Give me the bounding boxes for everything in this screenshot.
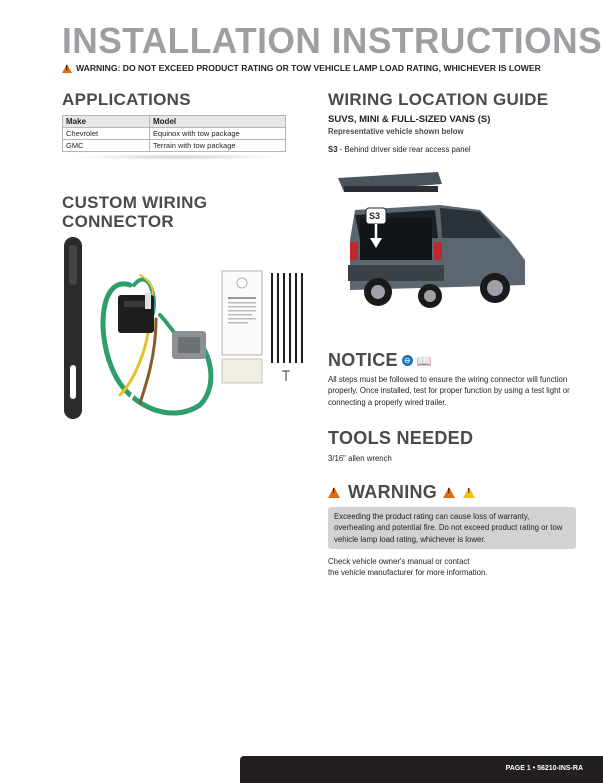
table-row [63,140,286,152]
suv-icon [338,172,525,308]
s3-callout-label: S3 [369,211,381,221]
table-row [63,128,286,140]
notice-heading: NOTICE [328,350,398,370]
vehicle-illustration [330,170,530,315]
table-shadow [72,154,282,160]
location-text: - Behind driver side rear access panel [337,145,471,154]
connector-heading-line1: CUSTOM WIRING [62,193,208,212]
flat-connector-icon [118,293,154,333]
warning-icon [328,487,340,498]
page-label: PAGE 1 • 56210-INS-RA [505,765,583,772]
applications-heading: APPLICATIONS [62,90,191,109]
check-manual-line2: the vehicle manufacturer for more information. [328,568,488,578]
warning-heading-row [328,482,479,503]
tools-text: 3/16" allen wrench [328,454,392,463]
warning-icon [62,64,72,73]
table-header-row [63,116,286,128]
tools-heading: TOOLS NEEDED [328,428,474,448]
info-icon: ⊖ [402,355,413,366]
applications-table [62,115,286,152]
cell-make: GMC [63,140,150,152]
cell-make: Chevrolet [63,128,150,140]
cable-ties-icon [272,273,302,363]
page-title: INSTALLATION INSTRUCTIONS [62,20,603,61]
instruction-card-icon [222,271,262,355]
check-manual-text [328,556,487,579]
warning-box: Exceeding the product rating can cause loss of warranty, overheating and potential fire. Do not exceed product rating or tow vehicle lamp load rating, whichever is lower. [328,507,576,549]
vehicle-plug-icon [172,331,206,359]
top-warning [62,63,541,73]
wiring-guide-heading: WIRING LOCATION GUIDE [328,90,549,109]
mounting-strap-icon [64,237,82,419]
connector-heading-line2: CONNECTOR [62,212,174,231]
column-header-model: Model [150,116,286,128]
notice-text: All steps must be followed to ensure the wiring connector will function properly. Once installed, test for proper function by using a test light or connecting a properly wired trailer. [328,375,570,407]
manual-book-icon: 📖 [416,353,432,368]
connector-heading [62,193,207,231]
check-manual-line1: Check vehicle owner's manual or contact [328,557,470,566]
location-code: S3 [328,145,338,154]
screw-icon [282,371,290,381]
warning-heading: WARNING [348,482,438,502]
cell-model: Equinox with tow package [150,128,286,140]
warning-icon [443,487,455,498]
column-header-make: Make [63,116,150,128]
page-footer [240,756,603,783]
adhesive-pad-icon [222,359,262,383]
wiring-kit-illustration [60,235,310,425]
notice-heading-row [328,350,432,371]
wiring-guide-subheading: SUVS, MINI & FULL-SIZED VANS (S) [328,114,491,125]
location-line [328,145,471,154]
cell-model: Terrain with tow package [150,140,286,152]
top-warning-text: WARNING: DO NOT EXCEED PRODUCT RATING OR TOW VEHICLE LAMP LOAD RATING, WHICHEVER IS LOWER [76,63,541,73]
representative-note: Representative vehicle shown below [328,127,464,136]
electrical-hazard-icon [463,487,475,498]
